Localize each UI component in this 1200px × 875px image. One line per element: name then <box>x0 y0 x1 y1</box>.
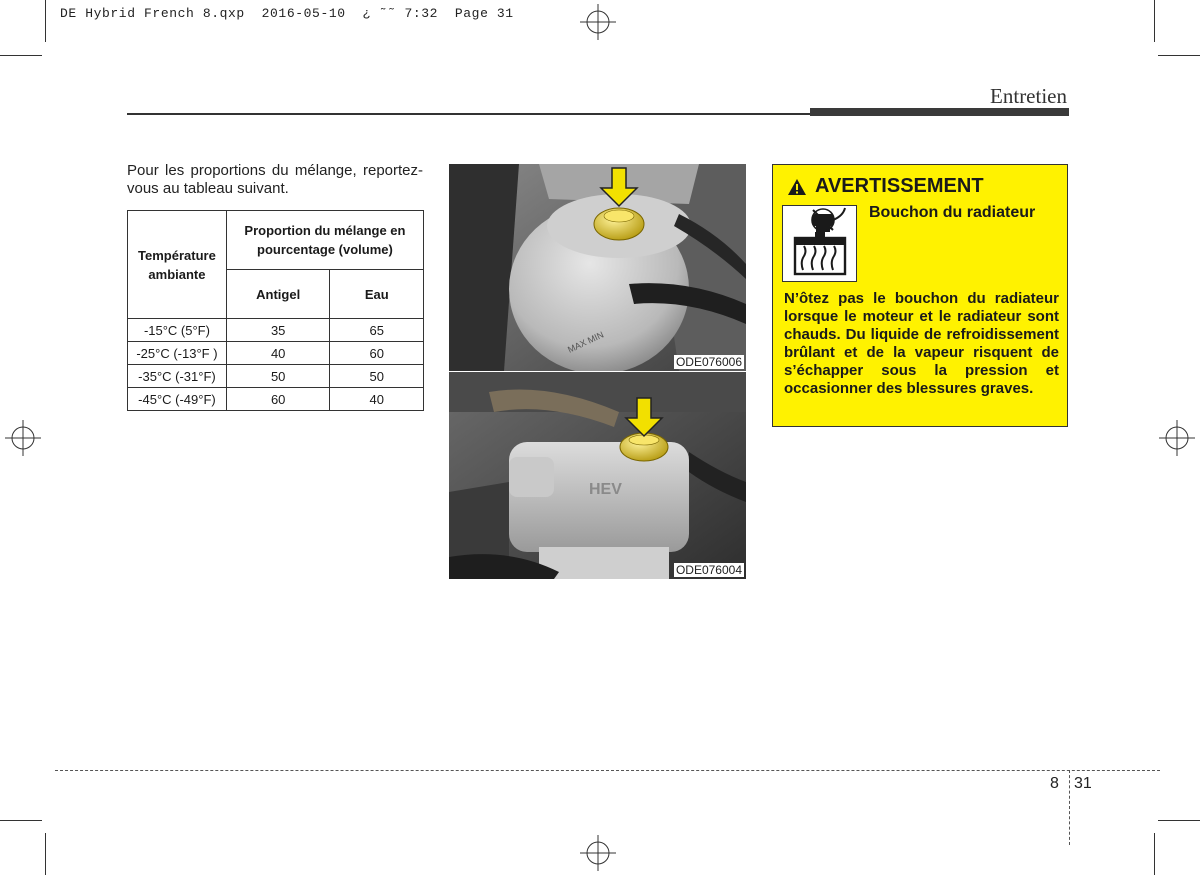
photo-label: ODE076004 <box>675 563 742 577</box>
table-row <box>128 365 424 388</box>
crop-mark <box>1154 0 1155 42</box>
crop-mark <box>1158 820 1200 821</box>
crop-mark <box>0 820 42 821</box>
engine-photo-coolant-reservoir <box>449 164 746 371</box>
footer-divider <box>1069 770 1070 845</box>
registration-mark-icon <box>580 4 616 40</box>
cell-eau: 60 <box>330 342 424 365</box>
table-row <box>128 342 424 365</box>
registration-mark-icon <box>580 835 616 871</box>
print-slug: DE Hybrid French 8.qxp 2016-05-10 ¿ ˜˜ 7:32 Page 31 <box>60 6 514 21</box>
registration-mark-icon <box>1159 420 1195 456</box>
header-rule <box>127 113 811 115</box>
cell-antigel: 40 <box>226 342 330 365</box>
chapter-number: 8 <box>1050 775 1059 792</box>
mixture-table <box>127 210 424 411</box>
header-eau: Eau <box>330 270 424 319</box>
warning-title <box>787 175 984 198</box>
section-title: Entretien <box>990 84 1067 108</box>
crop-mark <box>1158 55 1200 56</box>
header-antigel: Antigel <box>226 270 330 319</box>
registration-mark-icon <box>5 420 41 456</box>
warning-box <box>772 164 1068 427</box>
photo-label: ODE076006 <box>675 355 742 369</box>
cell-eau: 65 <box>330 319 424 342</box>
warning-triangle-icon <box>787 178 807 196</box>
warning-body: N’ôtez pas le bouchon du radiateur lorsque le moteur et le radiateur sont chauds. Du liquide de refroidissement brûlant et de la vapeur risquent de s’échapper sous la pression et occasionner des blessures graves. <box>784 290 1059 397</box>
cell-temperature: -45°C (-49°F) <box>128 388 227 411</box>
table-row <box>128 388 424 411</box>
cell-antigel: 35 <box>226 319 330 342</box>
header-proportion: Proportion du mélange en pourcentage (volume) <box>226 211 423 270</box>
cell-temperature: -25°C (-13°F ) <box>128 342 227 365</box>
header-temperature: Température ambiante <box>128 211 227 319</box>
hev-text: HEV <box>589 481 622 498</box>
crop-mark <box>1154 833 1155 875</box>
max-min-text: MAX MIN <box>566 329 606 355</box>
footer-rule <box>55 770 1160 771</box>
cell-temperature: -15°C (5°F) <box>128 319 227 342</box>
header-rule-accent <box>810 108 1069 116</box>
crop-mark <box>0 55 42 56</box>
engine-photo-hev-reservoir <box>449 372 746 579</box>
intro-paragraph: Pour les proportions du mélange, reportez-vous au tableau suivant. <box>127 162 423 197</box>
table-row <box>128 319 424 342</box>
cell-eau: 50 <box>330 365 424 388</box>
page-number: 31 <box>1074 775 1092 792</box>
cell-temperature: -35°C (-31°F) <box>128 365 227 388</box>
warning-title-text: AVERTISSEMENT <box>815 175 984 197</box>
cell-antigel: 50 <box>226 365 330 388</box>
crop-mark <box>45 0 46 42</box>
hot-radiator-cap-prohibited-icon <box>782 205 857 282</box>
cell-antigel: 60 <box>226 388 330 411</box>
crop-mark <box>45 833 46 875</box>
warning-subtitle: Bouchon du radiateur <box>869 204 1036 221</box>
cell-eau: 40 <box>330 388 424 411</box>
